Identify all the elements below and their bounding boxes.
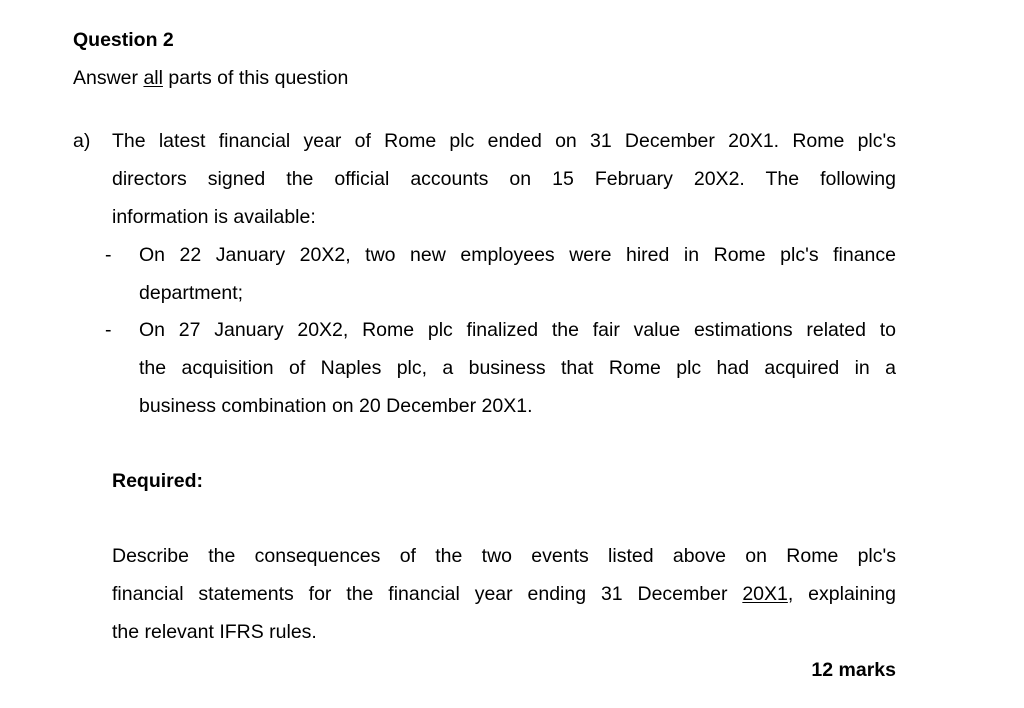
bullet-marker-2: - [105, 319, 112, 341]
part-a-intro-line-2: directors signed the official accounts on 15 February 20X2. The following [112, 168, 896, 190]
bullet-2-line-2: the acquisition of Naples plc, a business that Rome plc had acquired in a [139, 357, 896, 379]
instruction-text-after: parts of this question [162, 67, 349, 89]
bullet-1-line-2: department; [139, 282, 244, 304]
marks-label: 12 marks [811, 659, 896, 681]
part-a-intro-line-1: The latest financial year of Rome plc ended on 31 December 20X1. Rome plc's [112, 130, 896, 152]
task-line-1: Describe the consequences of the two events listed above on Rome plc's [112, 545, 896, 567]
part-a-intro-line-3: information is available: [112, 206, 316, 228]
task-line-2-tail: , explaining [787, 583, 896, 605]
bullet-1-line-1: On 22 January 20X2, two new employees were hired in Rome plc's finance [139, 244, 896, 266]
bullet-marker-1: - [105, 244, 112, 266]
task-line-2 [112, 582, 896, 606]
task-line-3: the relevant IFRS rules. [112, 621, 317, 643]
task-year-emphasis: 20X1 [742, 583, 788, 605]
task-line-2-text: financial statements for the financial year ending 31 December [112, 583, 743, 605]
instruction-text-before: Answer [73, 67, 144, 89]
bullet-2-line-3: business combination on 20 December 20X1. [139, 395, 533, 417]
part-a-label: a) [73, 130, 91, 152]
question-instruction [73, 66, 348, 90]
required-label: Required: [112, 470, 204, 492]
bullet-2-line-1: On 27 January 20X2, Rome plc finalized the fair value estimations related to [139, 319, 896, 341]
question-heading: Question 2 [73, 29, 174, 51]
instruction-emphasis: all [143, 67, 163, 89]
